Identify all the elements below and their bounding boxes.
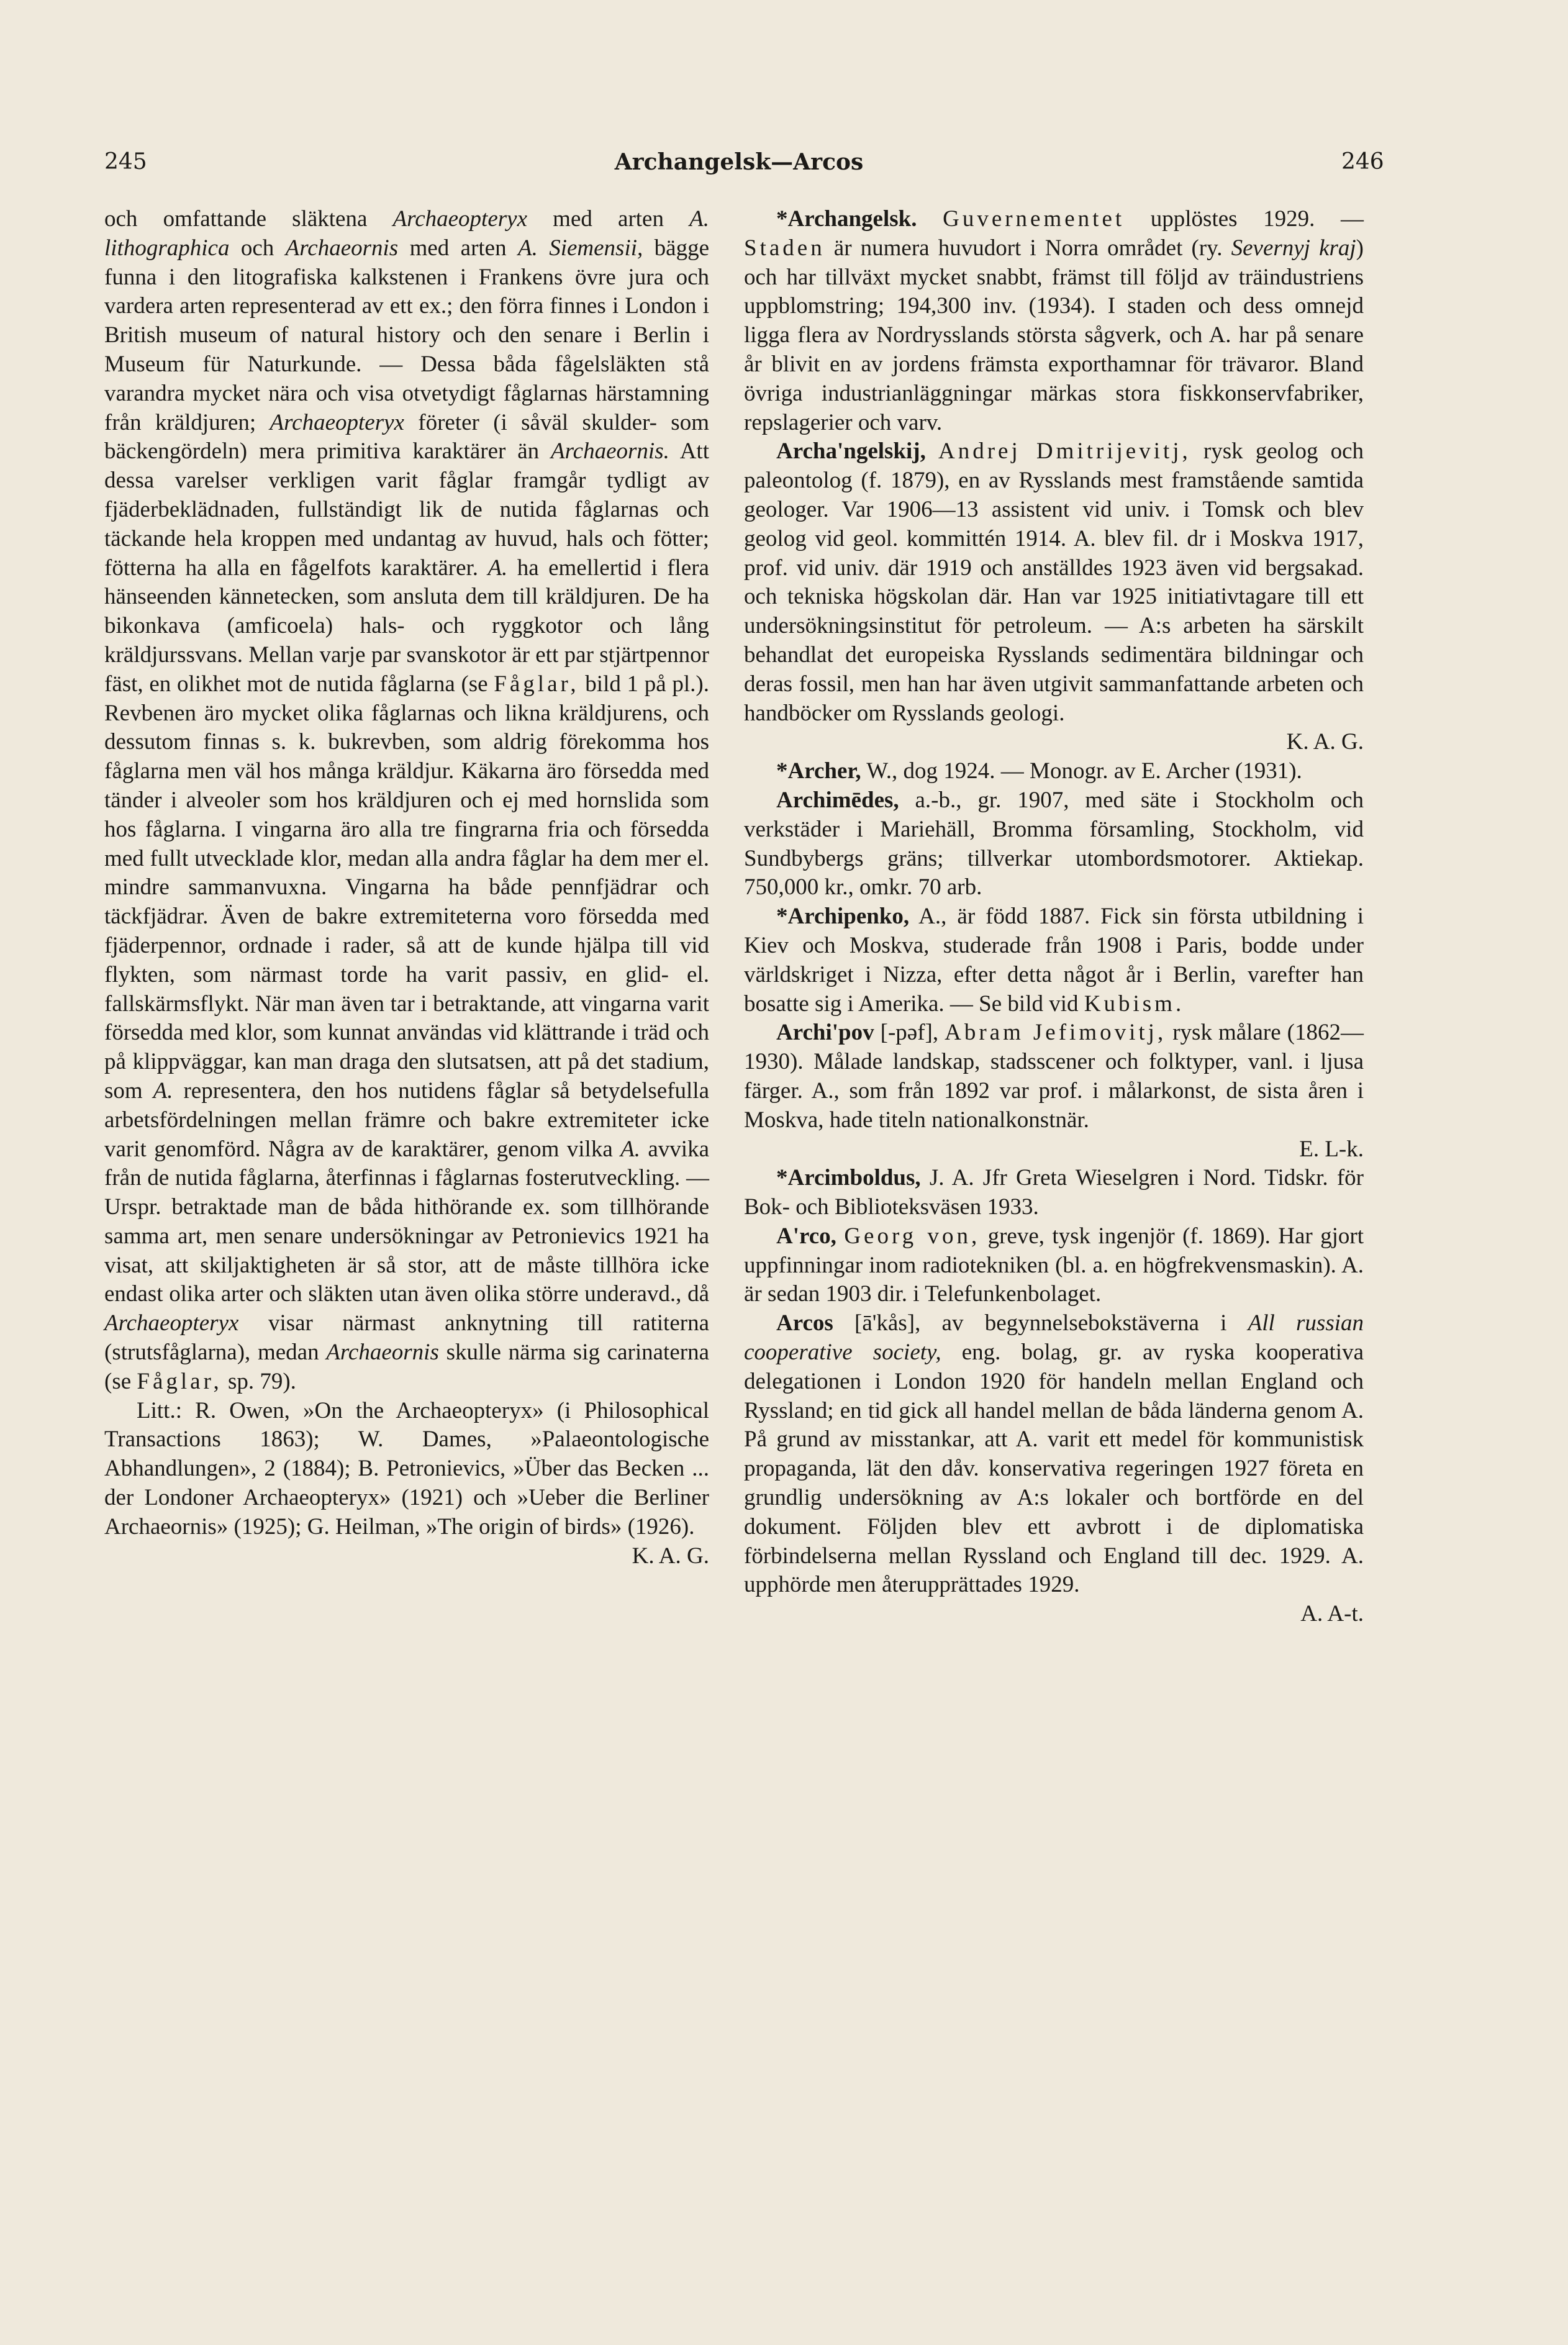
literature-references: Litt.: R. Owen, »On the Archaeopteryx» (i Philosophical Transactions 1863); W. Dames, »Palaeontologische Abhandlungen», 2 (1884); B. Petronievics, »Über das Becken ... der Londoner Archaeopteryx» (1921) och »Ueber die Berliner Archaeornis» (1925); G. Heilman, »The origin of birds» (1926). K. A. G. — [104, 1397, 709, 1571]
entry-arcimboldus: *Arcimboldus, J. A. Jfr Greta Wieselgren i Nord. Tidskr. för Bok- och Biblioteksväsen 1933. — [744, 1165, 1364, 1220]
signature: E. L-k. — [1299, 1136, 1364, 1162]
left-page-number: 245 — [104, 149, 147, 175]
right-column — [744, 205, 1364, 1629]
entry-arco: A'rco, Georg von, greve, tysk ingenjör (f. 1869). Har gjort uppfinningar inom radiotekniken (bl. a. en högfrekvensmaskin). A. är sedan 1903 dir. i Telefunkenbolaget. — [744, 1223, 1364, 1307]
entry-archangelskij: Archa'ngelskij, Andrej Dmitrijevitj, rysk geolog och paleontolog (f. 1879), en av Rysslands mest framstående samtida geologer. Var 1906—13 assistent vid univ. i Tomsk och blev geolog vid geol. kommittén 1914. A. blev fil. dr i Moskva 1917, prof. vid univ. där 1919 och anställdes 1923 även vid bergsakad. och tekniska högskolan där. Han var 1925 initiativtagare till ett undersökningsinstitut för petroleum. — A:s arbeten ha särskilt behandlat det europeiska Rysslands sedimentära bildningar och deras fossil, men han har även utgivit sammanfattande arbeten och handböcker om Rysslands geologi. K. A. G. — [744, 437, 1364, 757]
entry-archimedes: Archimēdes, a.-b., gr. 1907, med säte i Stockholm och verkstäder i Mariehäll, Bromma församling, Stockholm, vid Sundbybergs gräns; tillverkar utombordsmotorer. Aktiekap. 750,000 kr., omkr. 70 arb. — [744, 787, 1364, 900]
entry-archipov: Archi'pov [-pəf], Abram Jefimovitj, rysk målare (1862—1930). Målade landskap, stadsscener och folktyper, vanl. i ljusa färger. A., som från 1892 var prof. i målarkonst, de sista åren i Moskva, hade titeln nationalkonstnär. E. L-k. — [744, 1018, 1364, 1164]
signature: A. A-t. — [1300, 1601, 1364, 1627]
right-page-number: 246 — [1341, 149, 1384, 175]
entry-archer: *Archer, W., dog 1924. — Monogr. av E. Archer (1931). — [776, 758, 1302, 784]
entry-archaeornithes-continued: och omfattande släktena Archaeopteryx med arten A. lithographica och Archaeornis med arten A. Siemensii, bägge funna i den litografiska kalkstenen i Frankens övre jura och vardera arten representerad av ett ex.; den förra finnes i London i British museum of natural history och den senare i Berlin i Museum für Naturkunde. — Dessa båda fågelsläkten stå varandra mycket nära och visa otvetydigt fåglarnas härstamning från kräldjuren; Archaeopteryx företer (i såväl skulder- som bäckengördeln) mera primitiva karaktärer än Archaeornis. Att dessa varelser verkligen varit fåglar framgår tydligt av fjäderbeklädnaden, fullständigt lik de nutida fåglarnas och täckande hela kroppen med undantag av huvud, hals och fötter; fötterna ha alla en fågelfots karaktärer. A. ha emellertid i flera hänseenden kännetecken, som ansluta dem till kräldjuren. De ha bikonkava (amficoela) hals- och ryggkotor och lång kräldjurssvans. Mellan varje par svanskotor är ett par stjärtpennor fäst, en olikhet mot de nutida fåglarna (se Fåglar, bild 1 på pl.). Revbenen äro mycket olika fåglarnas och likna kräldjurens, och dessutom finnas s. k. bukrevben, som aldrig förekomma hos fåglarna men väl hos många kräldjur. Käkarna äro försedda med tänder i alveoler som hos kräldjuren och ej med hornslida som hos fåglarna. I vingarna äro alla tre fingrarna fria och försedda med fullt utvecklade klor, medan alla andra fåglar ha dem mer el. mindre sammanvuxna. Vingarna ha både pennfjädrar och täckfjädrar. Även de bakre extremiteterna voro försedda med fjäderpennor, ordnade i rader, så att de kunde hjälpa till vid flykten, som närmast torde ha varit passiv, en glid- el. fallskärmsflykt. När man även tar i betraktande, att vingarna varit försedda med klor, som kunnat användas vid klättrande i träd och på klippväggar, kan man draga den slutsatsen, att på det stadium, som A. representera, den hos nutidens fåglar så betydelsefulla arbetsfördelningen mellan främre och bakre extremiteter icke varit genomförd. Några av de karaktärer, genom vilka A. avvika från de nutida fåglarna, återfinnas i fåglarnas fosterutveckling. — Urspr. betraktade man de båda hithörande ex. som tillhörande samma art, men senare undersökningar av Petronievics 1921 ha visat, att skiljaktigheten är så stor, att de måste tillhöra icke endast olika arter och släkten utan även olika större underavd., då Archaeopteryx visar närmast anknytning till ratiterna (strutsfåglarna), medan Archaeornis skulle närma sig carinaterna (se Fåglar, sp. 79). — [104, 206, 710, 1394]
entry-archangelsk: *Archangelsk. Guvernementet upplöstes 1929. — Staden är numera huvudort i Norra området (ry. Severnyj kraj) och har tillväxt mycket snabbt, främst till följd av träindustriens uppblomstring; 194,300 inv. (1934). I staden och dess omnejd ligga flera av Nordrysslands största sågverk, och A. har på senare år blivit en av jordens främsta exporthamnar för trävaror. Bland övriga industrianläggningar märkas stora fiskkonservfabriker, repslagerier och varv. — [744, 206, 1364, 435]
left-column — [104, 205, 709, 1571]
entry-arcos: Arcos [ā'kås], av begynnelsebokstäverna i All russian cooperative society, eng. bolag, gr. av ryska kooperativa delegationen i London 1920 för handeln mellan England och Ryssland; en tid gick all handel mellan de båda länderna genom A. På grund av misstankar, att A. varit ett medel för kommunistisk propaganda, lät den dåv. konservativa regeringen 1927 företa en grundlig undersökning av A:s lokaler och bortförde en del dokument. Följden blev ett avbrott i de diplomatiska förbindelserna mellan Ryssland och England till dec. 1929. A. upphörde men återupprättades 1929. A. A-t. — [744, 1309, 1364, 1629]
signature: K. A. G. — [632, 1543, 709, 1569]
signature: K. A. G. — [1286, 729, 1364, 755]
running-head-title: Archangelsk—Arcos — [614, 149, 864, 175]
entry-archipenko: *Archipenko, A., är född 1887. Fick sin första utbildning i Kiev och Moskva, studerade från 1908 i Paris, bodde under världskriget i Nizza, efter detta något år i Berlin, varefter han bosatte sig i Amerika. — Se bild vid Kubism. — [744, 904, 1364, 1017]
